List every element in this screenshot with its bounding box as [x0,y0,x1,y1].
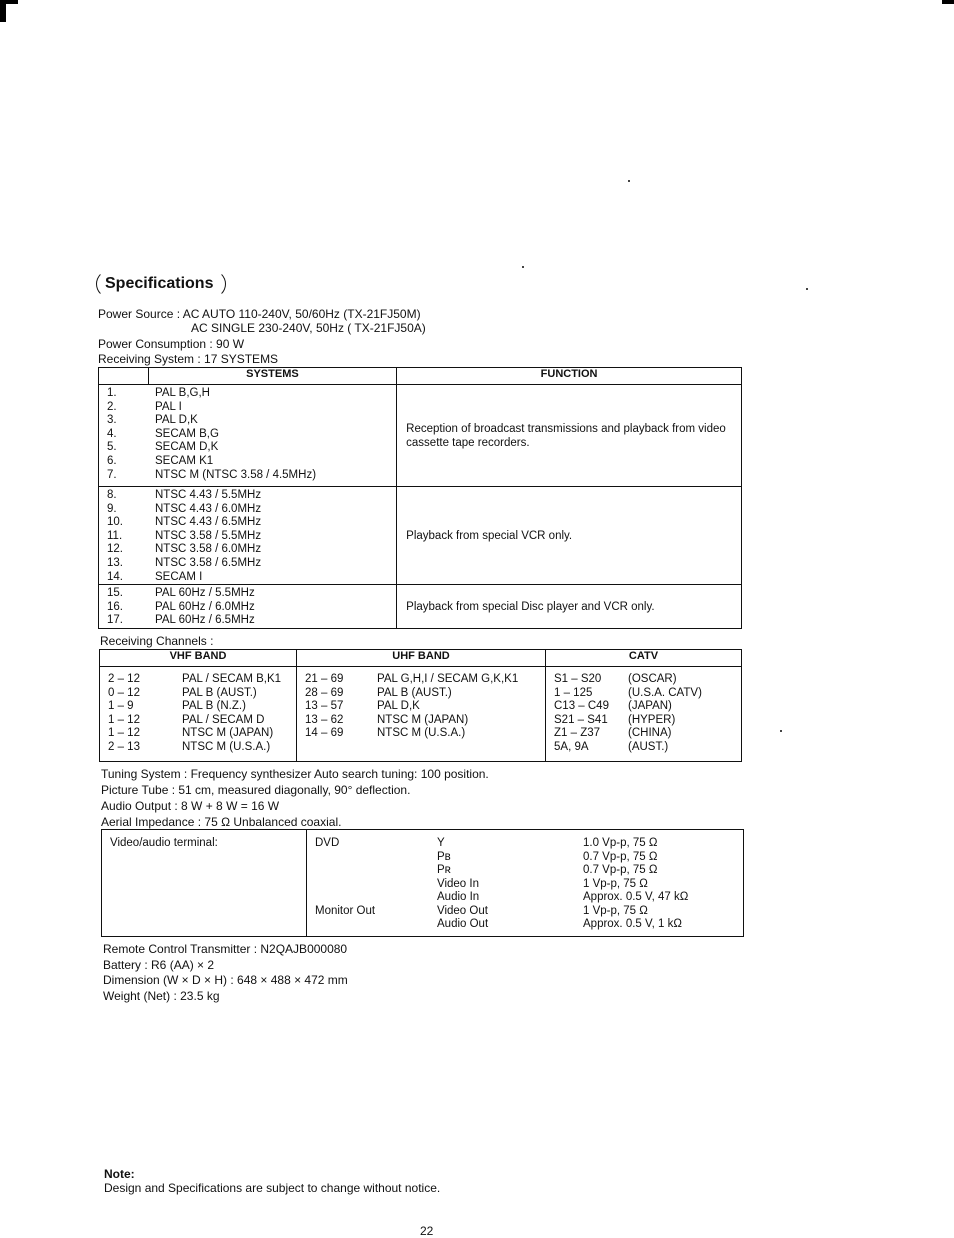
channel-range: S21 – S41 [554,713,608,726]
signal-name: Video In [437,877,479,890]
signal-name: Y [437,837,445,849]
system-name: NTSC M (NTSC 3.58 / 4.5MHz) [155,468,317,481]
audio-output: Audio Output : 8 W + 8 W = 16 W [101,799,280,813]
signal-name: Audio In [437,891,480,903]
signal-value: 0.7 Vp-p, 75 Ω [583,864,658,876]
channel-region: (OSCAR) [628,673,677,685]
channel-system: PAL B (AUST.) [377,686,452,699]
system-number: 5. [107,441,117,454]
system-number: 3. [107,414,117,427]
system-name: NTSC 3.58 / 6.5MHz [155,556,262,569]
channel-range: 1 – 9 [108,700,134,713]
system-number: 4. [107,427,117,440]
system-number: 12. [107,543,123,556]
system-number: 14. [107,570,123,583]
channel-range: 13 – 57 [305,700,344,713]
power-source-line: Power Source : AC AUTO 110-240V, 50/60Hz (TX-21FJ50M) [98,307,421,321]
signal-name: Pʙ [437,850,451,863]
catv-cell [546,667,742,762]
channel-region: (HYPER) [628,713,676,726]
systems-table [98,367,742,629]
system-number: 17. [107,614,123,627]
remote-control: Remote Control Transmitter : N2QAJB000080 [103,942,348,956]
signal-value: 0.7 Vp-p, 75 Ω [583,850,658,863]
system-number: 10. [107,516,123,529]
channel-system: PAL D,K [377,700,420,713]
system-name: SECAM D,K [155,441,219,454]
channel-range: 0 – 12 [108,686,140,699]
note-title: Note: [104,1167,135,1181]
channel-range: 14 – 69 [305,727,344,740]
signal-name: Audio Out [437,918,489,930]
system-number: 2. [107,400,117,413]
function-header: FUNCTION [397,368,742,385]
scan-edge-mark [942,0,954,4]
systems-group-2 [99,487,397,585]
vhf-band-cell [100,667,297,762]
terminal-detail-cell [307,830,744,937]
scan-corner-mark [0,0,18,4]
channels-table [99,649,742,762]
system-number: 13. [107,556,123,569]
battery: Battery : R6 (AA) × 2 [103,958,215,972]
function-cell: Playback from special Disc player and VCR only. [397,585,742,629]
system-name: NTSC 4.43 / 6.5MHz [155,516,262,529]
tuning-system: Tuning System : Frequency synthesizer Auto search tuning: 100 position. [101,767,489,781]
system-name: SECAM I [155,570,203,583]
scan-speck [806,288,808,290]
channel-region: (CHINA) [628,727,672,740]
power-consumption: Power Consumption : 90 W [98,337,245,351]
system-name: PAL 60Hz / 6.0MHz [155,600,255,613]
signal-name: Pʀ [437,864,451,876]
system-number: 1. [107,387,117,399]
channel-system: NTSC M (U.S.A.) [377,727,466,740]
monitor-out-label: Monitor Out [315,905,376,917]
channel-range: C13 – C49 [554,700,609,713]
system-name: NTSC 3.58 / 6.0MHz [155,543,262,556]
system-name: NTSC 4.43 / 5.5MHz [155,489,262,501]
system-name: PAL 60Hz / 6.5MHz [155,614,255,627]
signal-value: Approx. 0.5 V, 47 kΩ [583,891,689,903]
channel-range: 1 – 125 [554,686,593,699]
system-name: PAL B,G,H [155,387,210,399]
receiving-system: Receiving System : 17 SYSTEMS [98,352,279,366]
uhf-header: UHF BAND [297,650,546,667]
system-name: PAL D,K [155,414,198,427]
system-name: SECAM B,G [155,427,219,440]
function-cell: Reception of broadcast transmissions and playback from video cassette tape recorders. [397,385,742,487]
system-number: 16. [107,600,123,613]
channel-range: 28 – 69 [305,686,344,699]
picture-tube: Picture Tube : 51 cm, measured diagonally, 90° deflection. [101,783,411,797]
channel-region: (JAPAN) [628,700,672,713]
system-name: PAL 60Hz / 5.5MHz [155,587,255,600]
system-number: 8. [107,489,117,501]
channel-system: NTSC M (U.S.A.) [182,740,271,753]
channel-range: 1 – 12 [108,727,140,740]
dvd-label: DVD [315,837,340,849]
channel-range: 2 – 12 [108,673,140,685]
system-number: 15. [107,587,123,600]
page-number: 22 [420,1224,434,1238]
uhf-band-cell [297,667,546,762]
channel-region: (AUST.) [628,740,669,753]
system-name: PAL I [155,400,182,413]
system-name: SECAM K1 [155,454,214,467]
channel-system: PAL / SECAM D [182,713,265,726]
signal-value: 1 Vp-p, 75 Ω [583,877,648,890]
signal-value: 1 Vp-p, 75 Ω [583,904,648,917]
channel-system: PAL / SECAM B,K1 [182,673,282,685]
signal-value: Approx. 0.5 V, 1 kΩ [583,918,682,930]
channel-region: (U.S.A. CATV) [628,686,702,699]
video-audio-terminal-table [101,829,744,937]
systems-group-3 [99,585,397,629]
channel-range: 5A, 9A [554,740,589,753]
system-name: NTSC 3.58 / 5.5MHz [155,529,262,542]
scan-speck [522,266,524,268]
channel-system: PAL B (AUST.) [182,686,257,699]
system-number: 9. [107,502,117,515]
system-number: 6. [107,454,117,467]
page-title: Specifications [96,270,226,298]
system-number: 7. [107,468,117,481]
channel-range: 13 – 62 [305,713,344,726]
systems-group-1 [99,385,397,487]
weight: Weight (Net) : 23.5 kg [103,989,220,1003]
scan-speck [628,180,630,182]
catv-header: CATV [546,650,742,667]
signal-name: Video Out [437,904,488,917]
channel-range: 1 – 12 [108,713,140,726]
dimension: Dimension (W × D × H) : 648 × 488 × 472 mm [103,973,348,987]
systems-table-corner [99,368,149,385]
channel-range: 21 – 69 [305,673,344,685]
signal-value: 1.0 Vp-p, 75 Ω [583,837,658,849]
channel-system: PAL G,H,I / SECAM G,K,K1 [377,673,519,685]
channel-range: Z1 – Z37 [554,727,601,740]
terminal-label-cell: Video/audio terminal: [102,830,307,937]
systems-header: SYSTEMS [148,368,396,385]
channel-range: 2 – 13 [108,740,140,753]
channel-range: S1 – S20 [554,673,602,685]
system-number: 11. [107,529,123,542]
system-name: NTSC 4.43 / 6.0MHz [155,502,262,515]
receiving-channels-label: Receiving Channels : [100,634,214,648]
channel-system: PAL B (N.Z.) [182,700,246,713]
function-cell: Playback from special VCR only. [397,487,742,585]
scan-speck [780,730,782,732]
channel-system: NTSC M (JAPAN) [182,727,274,740]
aerial-impedance: Aerial Impedance : 75 Ω Unbalanced coaxial. [101,815,342,829]
power-source-line-2: AC SINGLE 230-240V, 50Hz ( TX-21FJ50A) [191,321,426,335]
vhf-header: VHF BAND [100,650,297,667]
channel-system: NTSC M (JAPAN) [377,713,469,726]
note-text: Design and Specifications are subject to change without notice. [104,1181,441,1195]
